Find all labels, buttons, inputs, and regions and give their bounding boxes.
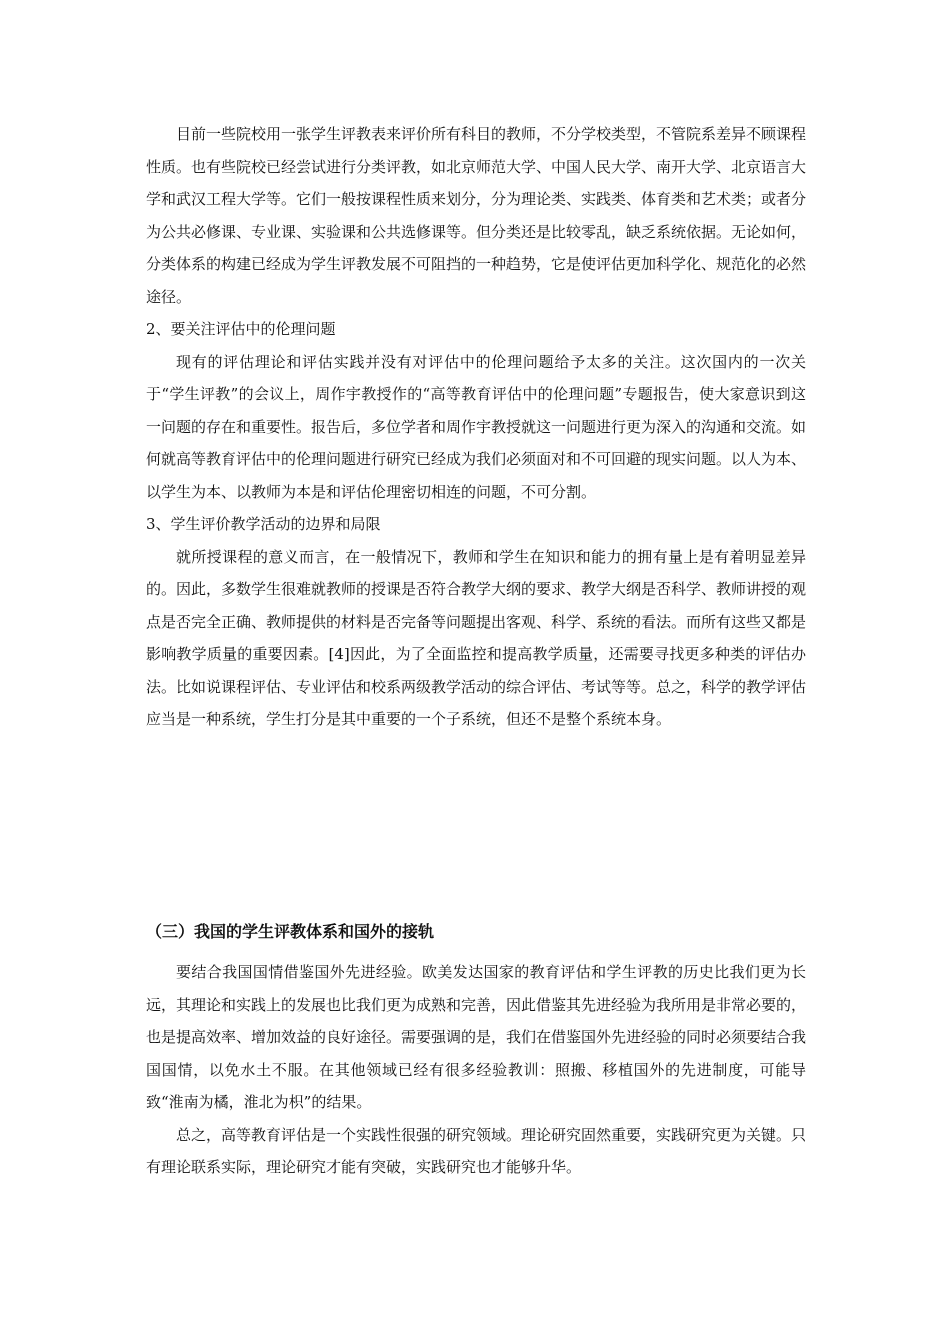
paragraph-conclusion: 总之，高等教育评估是一个实践性很强的研究领域。理论研究固然重要，实践研究更为关键。只有理论联系实际，理论研究才能有突破，实践研究也才能够升华。 [146,1125,807,1176]
subheading-boundaries: 3、学生评价教学活动的边界和局限 [146,515,381,533]
subheading-ethics: 2、要关注评估中的伦理问题 [146,320,336,338]
text-block-lower [146,956,806,1184]
paragraph-classification: 目前一些院校用一张学生评教表来评价所有科目的教师，不分学校类型，不管院系差异不顾课程性质。也有些院校已经尝试进行分类评教，如北京师范大学、中国人民大学、南开大学、北京语言大学和武汉工程大学等。它们一般按课程性质来划分，分为理论类、实践类、体育类和艺术类；或者分为公共必修课、专业课、实验课和公共选修课等。但分类还是比较零乱，缺乏系统依据。无论如何，分类体系的构建已经成为学生评教发展不可阻挡的一种趋势，它是使评估更加科学化、规范化的必然途径。 [146,125,807,306]
paragraph-foreign-experience: 要结合我国国情借鉴国外先进经验。欧美发达国家的教育评估和学生评教的历史比我们更为长远，其理论和实践上的发展也比我们更为成熟和完善，因此借鉴其先进经验为我所用是非常必要的，也是提高效率、增加效益的良好途径。需要强调的是，我们在借鉴国外先进经验的同时必须要结合我国国情，以免水土不服。在其他领域已经有很多经验教训：照搬、移植国外的先进制度，可能导致“淮南为橘，淮北为枳”的结果。 [146,963,807,1111]
section-heading-integration: （三）我国的学生评教体系和国外的接轨 [146,922,435,941]
paragraph-ethics: 现有的评估理论和评估实践并没有对评估中的伦理问题给予太多的关注。这次国内的一次关于“学生评教”的会议上，周作宇教授作的“高等教育评估中的伦理问题”专题报告，使大家意识到这一问题的存在和重要性。报告后，多位学者和周作宇教授就这一问题进行更为深入的沟通和交流。如何就高等教育评估中的伦理问题进行研究已经成为我们必须面对和不可回避的现实问题。以人为本、以学生为本、以教师为本是和评估伦理密切相连的问题，不可分割。 [146,352,807,501]
paragraph-boundaries: 就所授课程的意义而言，在一般情况下，教师和学生在知识和能力的拥有量上是有着明显差异的。因此，多数学生很难就教师的授课是否符合教学大纲的要求、教学大纲是否科学、教师讲授的观点是否完全正确、教师提供的材料是否完备等问题提出客观、科学、系统的看法。而所有这些又都是影响教学质量的重要因素。[4]因此，为了全面监控和提高教学质量，还需要寻找更多种类的评估办法。比如说课程评估、专业评估和校系两级教学活动的综合评估、考试等等。总之，科学的教学评估应当是一种系统，学生打分是其中重要的一个子系统，但还不是整个系统本身。 [146,547,807,728]
text-block-upper [146,118,806,736]
